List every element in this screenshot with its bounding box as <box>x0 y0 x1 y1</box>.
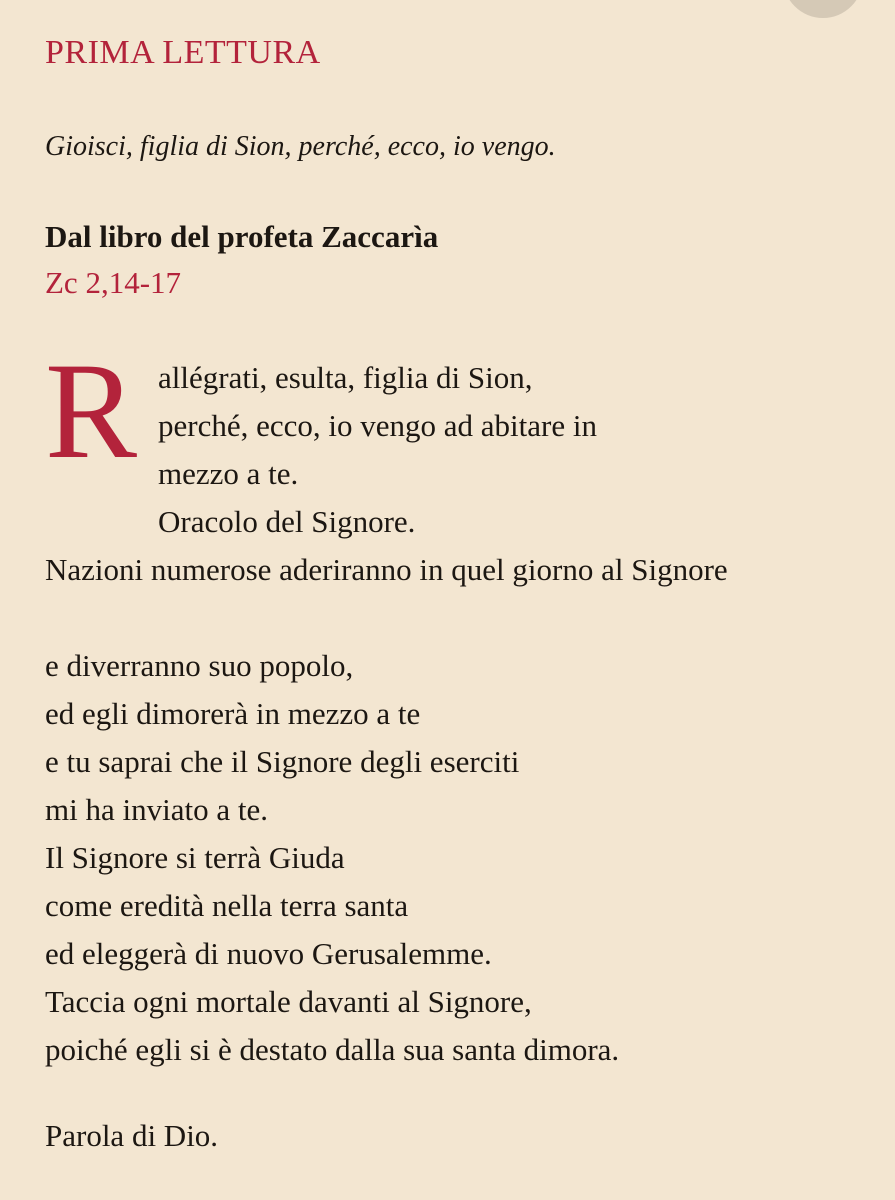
reading-line: mezzo a te. <box>158 456 299 491</box>
closing-acclamation: Parola di Dio. <box>45 1118 219 1153</box>
drop-cap: R <box>45 334 138 487</box>
reading-line: Oracolo del Signore. <box>158 504 416 539</box>
reading-line: poiché egli si è destato dalla sua santa dimora. <box>45 1032 620 1067</box>
antiphon: Gioisci, figlia di Sion, perché, ecco, io vengo. <box>45 131 556 162</box>
reading-line: ed egli dimorerà in mezzo a te <box>45 696 421 731</box>
section-title: PRIMA LETTURA <box>45 34 321 71</box>
scripture-reference: Zc 2,14-17 <box>45 265 182 300</box>
reading-line: e tu saprai che il Signore degli eserciti <box>45 744 520 779</box>
close-handle-button[interactable] <box>783 0 863 18</box>
reading-text <box>45 334 875 1074</box>
reading-line: e diverranno suo popolo, <box>45 648 354 683</box>
reading-line: mi ha inviato a te. <box>45 792 268 827</box>
reading-line: ed eleggerà di nuovo Gerusalemme. <box>45 936 492 971</box>
reading-line: Il Signore si terrà Giuda <box>45 840 345 875</box>
book-title: Dal libro del profeta Zaccarìa <box>45 219 439 254</box>
reading-line: Nazioni numerose aderiranno in quel giorno al Signore <box>45 552 728 587</box>
reading-line: come eredità nella terra santa <box>45 888 409 923</box>
reading-line: allégrati, esulta, figlia di Sion, <box>158 360 533 395</box>
reading-line: Taccia ogni mortale davanti al Signore, <box>45 984 532 1019</box>
reading-line: perché, ecco, io vengo ad abitare in <box>158 408 597 443</box>
